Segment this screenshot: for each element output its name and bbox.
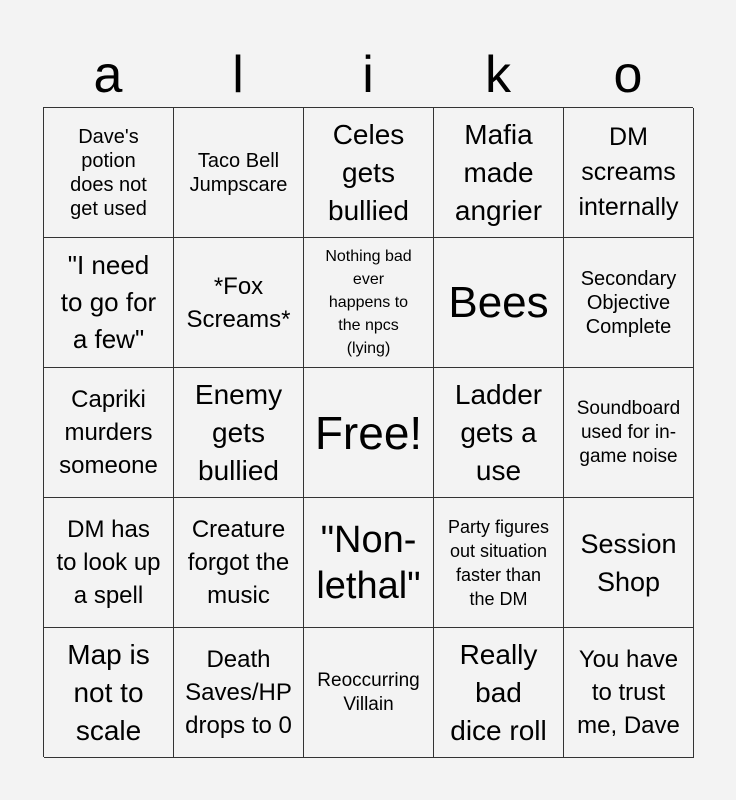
- header-letter-l: l: [232, 46, 244, 104]
- bingo-cell[interactable]: Ladder gets a use: [434, 368, 564, 498]
- bingo-header: [43, 42, 693, 108]
- bingo-cell[interactable]: Death Saves/HP drops to 0: [174, 628, 304, 758]
- bingo-cell[interactable]: Really bad dice roll: [434, 628, 564, 758]
- header-letter-o: o: [613, 46, 643, 104]
- bingo-cell-free[interactable]: Free!: [304, 368, 434, 498]
- bingo-cell[interactable]: You have to trust me, Dave: [564, 628, 694, 758]
- bingo-cell[interactable]: Capriki murders someone: [44, 368, 174, 498]
- bingo-cell[interactable]: Creature forgot the music: [174, 498, 304, 628]
- bingo-grid: [43, 107, 693, 757]
- header-letter-i: i: [362, 46, 374, 104]
- bingo-cell[interactable]: Dave's potion does not get used: [44, 108, 174, 238]
- bingo-cell[interactable]: Celes gets bullied: [304, 108, 434, 238]
- bingo-cell[interactable]: "Non- lethal": [304, 498, 434, 628]
- header-letter-k: k: [485, 46, 511, 104]
- bingo-cell[interactable]: Mafia made angrier: [434, 108, 564, 238]
- bingo-cell[interactable]: "I need to go for a few": [44, 238, 174, 368]
- bingo-cell[interactable]: Nothing bad ever happens to the npcs (lying): [304, 238, 434, 368]
- bingo-cell[interactable]: Party figures out situation faster than the DM: [434, 498, 564, 628]
- bingo-cell[interactable]: DM screams internally: [564, 108, 694, 238]
- bingo-cell[interactable]: Taco Bell Jumpscare: [174, 108, 304, 238]
- bingo-cell[interactable]: Reoccurring Villain: [304, 628, 434, 758]
- bingo-cell[interactable]: Session Shop: [564, 498, 694, 628]
- bingo-cell[interactable]: DM has to look up a spell: [44, 498, 174, 628]
- bingo-cell[interactable]: Secondary Objective Complete: [564, 238, 694, 368]
- bingo-cell[interactable]: Soundboard used for in- game noise: [564, 368, 694, 498]
- bingo-cell[interactable]: Bees: [434, 238, 564, 368]
- bingo-cell[interactable]: Map is not to scale: [44, 628, 174, 758]
- bingo-cell[interactable]: *Fox Screams*: [174, 238, 304, 368]
- header-letter-a: a: [93, 46, 123, 104]
- bingo-cell[interactable]: Enemy gets bullied: [174, 368, 304, 498]
